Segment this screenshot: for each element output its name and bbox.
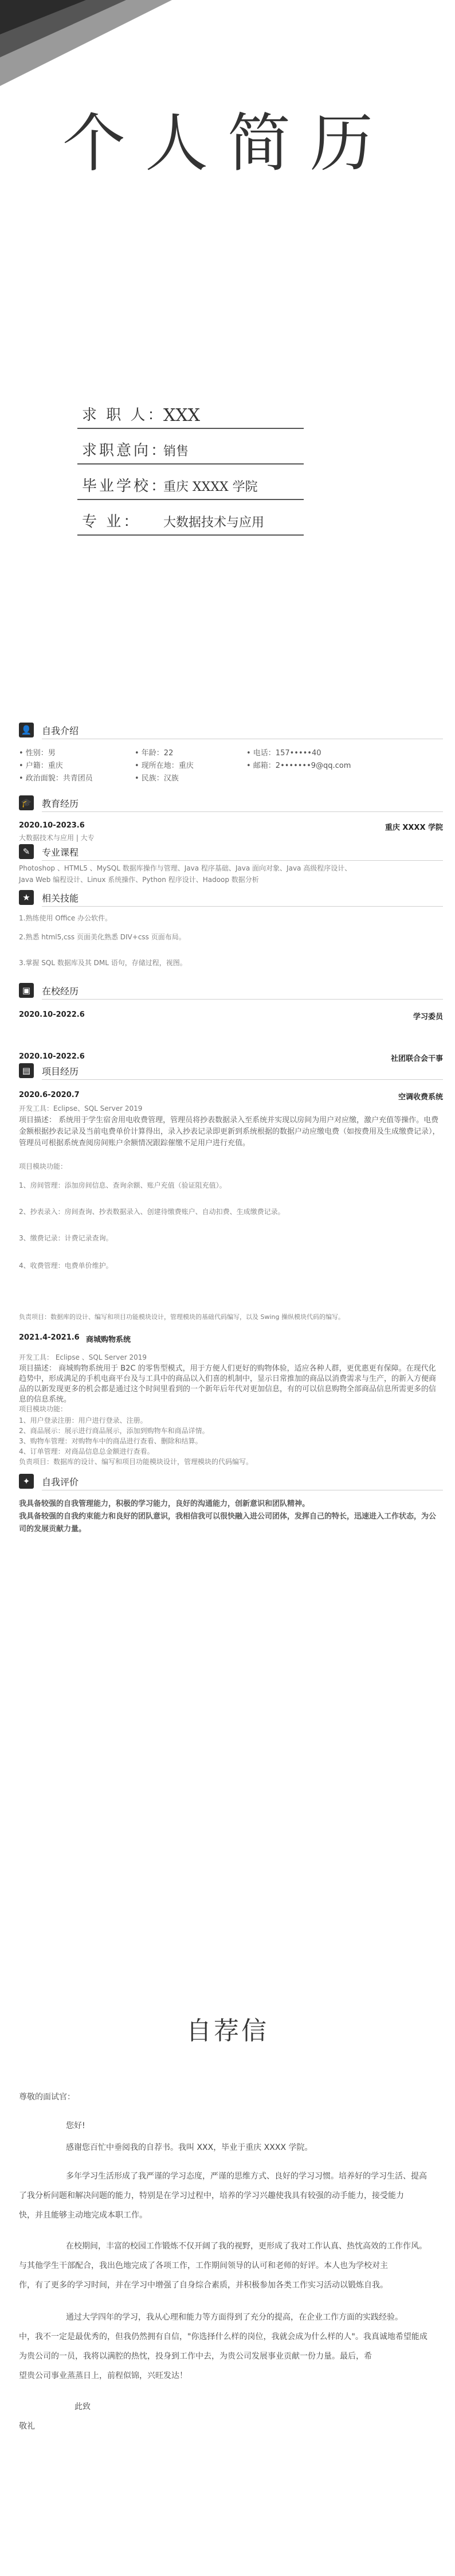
info-label: 毕业学校： (82, 478, 168, 495)
project-name-2: 商城购物系统 (86, 1336, 131, 1344)
cert-line-1: 1.熟练使用 Office 办公软件。 (19, 914, 112, 922)
info-row-name (77, 401, 304, 429)
cover-para-2: 多年学习生活形成了我严谨的学习态度，严谨的思维方式、良好的学习习惯。培养好的学习生活、提高 (66, 2172, 427, 2181)
section-title: 相关技能 (42, 893, 79, 904)
section-title: 专业课程 (42, 847, 79, 858)
cover-para-4b: 中，我不一定是最优秀的，但我仍然拥有自信，"你选择什么样的岗位，我就会成为什么样的人"。我真诚地希望能成 (19, 2332, 427, 2341)
graduation-cap-icon: 🎓 (19, 795, 34, 810)
cover-para-3: 在校期间，丰富的校园工作锻炼不仅开阔了我的视野，更形成了我对工作认真、热忱高效的工作作风。 (66, 2242, 427, 2251)
section-education (19, 794, 443, 811)
cover-closing: 此致 (74, 2402, 91, 2411)
project2-module-4: 4、订单管理：对商品信息总金额进行查看。 (19, 1447, 154, 1455)
user-icon: 👤 (19, 723, 34, 737)
section-work (19, 982, 443, 999)
cert-line-3: 3.掌握 SQL 数据库及其 DML 语句，存储过程，视图。 (19, 959, 187, 967)
pencil-icon: ✎ (19, 844, 34, 859)
work-role-1: 学习委员 (413, 1013, 443, 1021)
section-projects (19, 1062, 443, 1079)
project-tools: 开发工具：Eclipse、SQL Server 2019 (19, 1104, 143, 1113)
section-title: 自我评价 (42, 1477, 79, 1488)
project-desc: 项目描述： 系统用于学生宿舍用电收费管理，管理员将抄表数据录入至系统并实现以房间为用户对应缴，激户充值等操作。电费金额根据抄表记录及当前电费单价计算得出，录入抄表记录即更新到系统根据的数据户动应缴电费（如按费用及生成缴费记录），管理员可根据系统查阅房间账户余额情况跟踪催缴不足用户进行充值。 (19, 1116, 440, 1148)
section-certs (19, 889, 443, 906)
cover-salute: 敬礼 (19, 2422, 35, 2431)
intro-age: • 年龄：22 (135, 749, 174, 758)
project-tools-2: 开发工具： Eclipse 、SQL Server 2019 (19, 1353, 147, 1361)
certificate-icon: ★ (19, 890, 34, 905)
intro-phone: • 电话：157•••••40 (246, 749, 321, 758)
work-role-2: 社团联合会干事 (390, 1055, 443, 1063)
project-module-2: 2、抄表录入：房间查询、抄表数据录入、创建待缴费账户、自动扣费、生成缴费记录。 (19, 1208, 285, 1216)
cover-para-4: 通过大学四年的学习，我从心理和能力等方面得到了充分的提高，在企业工作方面的实践经验。 (66, 2313, 403, 2322)
project2-modules-title: 项目模块功能： (19, 1405, 68, 1413)
edu-date: 2020.10-2023.6 (19, 821, 85, 830)
project-name: 空调收费系统 (398, 1093, 443, 1102)
edu-school: 重庆 XXXX 学院 (385, 823, 443, 832)
intro-hukou: • 户籍：重庆 (19, 762, 63, 770)
section-title: 项目经历 (42, 1066, 79, 1077)
project-module-4: 4、收费管理：电费单价维护。 (19, 1262, 113, 1270)
briefcase-icon: ▣ (19, 983, 34, 998)
cover-para-3b: 与其他学生干部配合，我出色地完成了各项工作，工作期间领导的认可和老师的好评。本人也为学校对主 (19, 2261, 388, 2270)
section-skills (19, 843, 443, 860)
resume-title: 个人简历 (62, 107, 393, 180)
cover-para-3c: 作，有了更多的学习时间，并在学习中增强了自身综合素质，并积极参加各类工作实习活动以锻炼自我。 (19, 2281, 388, 2290)
project2-module-3: 3、购物车管理：对购物车中的商品进行查看、删除和结算。 (19, 1437, 202, 1445)
section-evaluation (19, 1473, 443, 1490)
project-desc-2: 项目描述： 商城购物系统用于 B2C 的零售型模式，用于方便人们更好的购物体验，适应各种人群，更优惠更有保障。在现代化趋势中，形成满足的手机电商平台及与工具中的商品以入们喜的机制中，显示日常推加的商品以消费需求与生产，的新入方便商品的以新发现更多的机会都是通过这个时间里看到的一个新年后年代对更加信息，有的可以信息购物全部商品信息所需更多的信息的信息系统。 (19, 1364, 437, 1404)
intro-ethnicity: • 民族：汉族 (135, 774, 179, 783)
cover-para-2c: 快，并且能够主动地完成本职工作。 (19, 2211, 147, 2220)
cover-greeting: 尊敬的面试官： (19, 2093, 75, 2102)
project-date: 2020.6-2020.7 (19, 1091, 80, 1099)
info-value: XXX (163, 405, 201, 426)
skills-line-1: Photoshop 、HTML5 、MySQL 数据库操作与管理、Java 程序基础、Java 面向对象、Java 高级程序设计、 (19, 864, 352, 872)
divider (42, 999, 443, 1000)
work-date-1: 2020.10-2022.6 (19, 1010, 85, 1019)
project-modules-title: 项目模块功能： (19, 1162, 68, 1170)
project-module-3: 3、缴费记录：计费记录查询。 (19, 1234, 113, 1242)
info-row-major (77, 508, 304, 536)
divider (42, 1079, 443, 1080)
intro-location: • 现所在地：重庆 (135, 762, 194, 770)
skills-line-2: Java Web 编程设计、Linux 系统操作、Python 程序设计、Hadoop 数据分析 (19, 876, 259, 884)
info-value: 销售 (163, 444, 189, 459)
info-value: 重庆 XXXX 学院 (163, 480, 258, 494)
info-row-intent (77, 437, 304, 465)
info-row-school (77, 473, 304, 500)
folder-icon: ▤ (19, 1063, 34, 1078)
project-resp: 负责项目：数据库的设计、编写和项目功能模块设计，管理模块的基础代码编写，以及 Swing 操纵模块代码的编写。 (19, 1313, 344, 1321)
info-label: 求职意向： (82, 442, 168, 459)
comment-icon: ✦ (19, 1474, 34, 1489)
cover-para-1: 感谢您百忙中垂阅我的自荐书。我叫 XXX，毕业于重庆 XXXX 学院。 (66, 2143, 313, 2152)
divider (42, 860, 443, 861)
section-title: 自我介绍 (42, 725, 79, 736)
intro-email: • 邮箱：2•••••••9@qq.com (246, 762, 351, 770)
cover-hello: 您好! (66, 2121, 85, 2130)
info-label: 专 业： (82, 513, 141, 530)
cover-para-2b: 了我分析问题和解决问题的能力，特别是在学习过程中，培养的学习兴趣使我具有较强的动手能力，接受能力 (19, 2191, 404, 2200)
intro-gender: • 性别：男 (19, 749, 56, 758)
section-title: 教育经历 (42, 798, 79, 809)
divider (42, 906, 443, 907)
section-self-intro (19, 721, 443, 739)
edu-major: 大数据技术与应用 | 大专 (19, 834, 95, 842)
intro-politics: • 政治面貌：共青团员 (19, 774, 93, 783)
cert-line-2: 2.熟悉 html5,css 页面美化熟悉 DIV+css 页面布局。 (19, 933, 186, 941)
evaluation-text-1: 我具备较强的自我管理能力，积极的学习能力，良好的沟通能力，创新意识和团队精神。 (19, 1500, 310, 1508)
divider (42, 811, 443, 812)
project2-module-2: 2、商品展示：展示进行商品展示，添加到购物车和商品详情。 (19, 1427, 209, 1435)
corner-decoration (0, 0, 172, 92)
project2-resp: 负责项目：数据库的设计、编写和项目功能模块设计，管理模块的代码编写。 (19, 1458, 253, 1466)
section-title: 在校经历 (42, 986, 79, 997)
work-date-2: 2020.10-2022.6 (19, 1052, 85, 1061)
project-module-1: 1、房间管理：添加房间信息、查询余额、账户充值（验证阻充值）。 (19, 1181, 226, 1189)
cover-letter-title: 自荐信 (186, 2016, 269, 2046)
info-value: 大数据技术与应用 (163, 516, 265, 530)
evaluation-text-2: 我具备较强的自我约束能力和良好的团队意识，我相信我可以很快融入进公司团体，发挥自己的特长，迅速进入工作状态，为公司的发展贡献力量。 (19, 1512, 437, 1533)
cover-para-4c: 为贵公司的一员，我将以满腔的热忱，投身到工作中去，为贵公司发展事业贡献一份力量。最后，希 (19, 2352, 372, 2361)
project2-module-1: 1、用户登录注册：用户进行登录、注册。 (19, 1416, 147, 1424)
cover-para-4d: 望贵公司事业蒸蒸日上，前程似锦，兴旺发达！ (19, 2371, 187, 2380)
project-date-2: 2021.4-2021.6 (19, 1333, 80, 1342)
info-label: 求 职 人： (82, 407, 165, 424)
